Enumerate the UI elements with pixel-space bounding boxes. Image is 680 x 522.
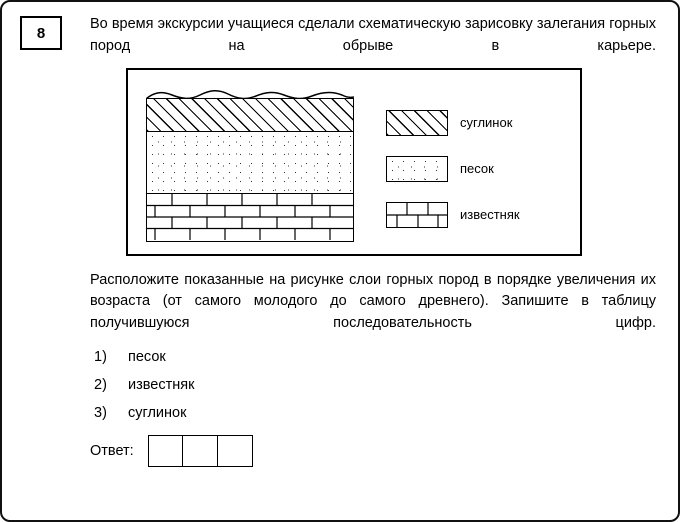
option-number: 2) xyxy=(94,376,107,393)
layer-sand xyxy=(146,132,354,194)
task-intro-text: Во время экскурсии учащиеся сделали схематическую зарисовку залегания горных пород на обрыве в карьере. xyxy=(90,16,656,54)
layer-loam xyxy=(146,98,354,132)
answer-area xyxy=(90,435,656,467)
limestone-pattern-swatch xyxy=(386,202,448,228)
layer-limestone xyxy=(146,194,354,242)
strata-column xyxy=(146,98,354,242)
option-label: известняк xyxy=(128,376,195,393)
legend-item-loam xyxy=(386,110,566,136)
list-item[interactable] xyxy=(94,377,656,393)
options-list xyxy=(94,349,656,421)
sand-pattern-swatch xyxy=(386,156,448,182)
option-label: суглинок xyxy=(128,404,187,421)
task-number-badge: 8 xyxy=(20,16,62,50)
answer-boxes xyxy=(148,435,253,467)
geology-figure xyxy=(126,68,582,256)
legend-item-sand xyxy=(386,156,566,182)
list-item[interactable] xyxy=(94,405,656,421)
loam-pattern-swatch xyxy=(386,110,448,136)
figure-legend xyxy=(386,110,566,248)
legend-label-sand: песок xyxy=(460,161,494,176)
option-number: 3) xyxy=(94,404,107,421)
answer-label: Ответ: xyxy=(90,442,134,459)
legend-label-loam: суглинок xyxy=(460,115,513,130)
answer-cell-3[interactable] xyxy=(217,435,253,467)
option-number: 1) xyxy=(94,348,107,365)
answer-cell-2[interactable] xyxy=(182,435,218,467)
legend-label-limestone: известняк xyxy=(460,207,520,222)
task-content xyxy=(90,14,656,467)
answer-cell-1[interactable] xyxy=(148,435,184,467)
option-label: песок xyxy=(128,348,166,365)
list-item[interactable] xyxy=(94,349,656,365)
legend-item-limestone xyxy=(386,202,566,228)
task-question-text: Расположите показанные на рисунке слои горных пород в порядке увеличения их возраста (от самого молодого до самого древнего). Запишите в таблицу получившуюся последовательность цифр. xyxy=(90,271,656,331)
